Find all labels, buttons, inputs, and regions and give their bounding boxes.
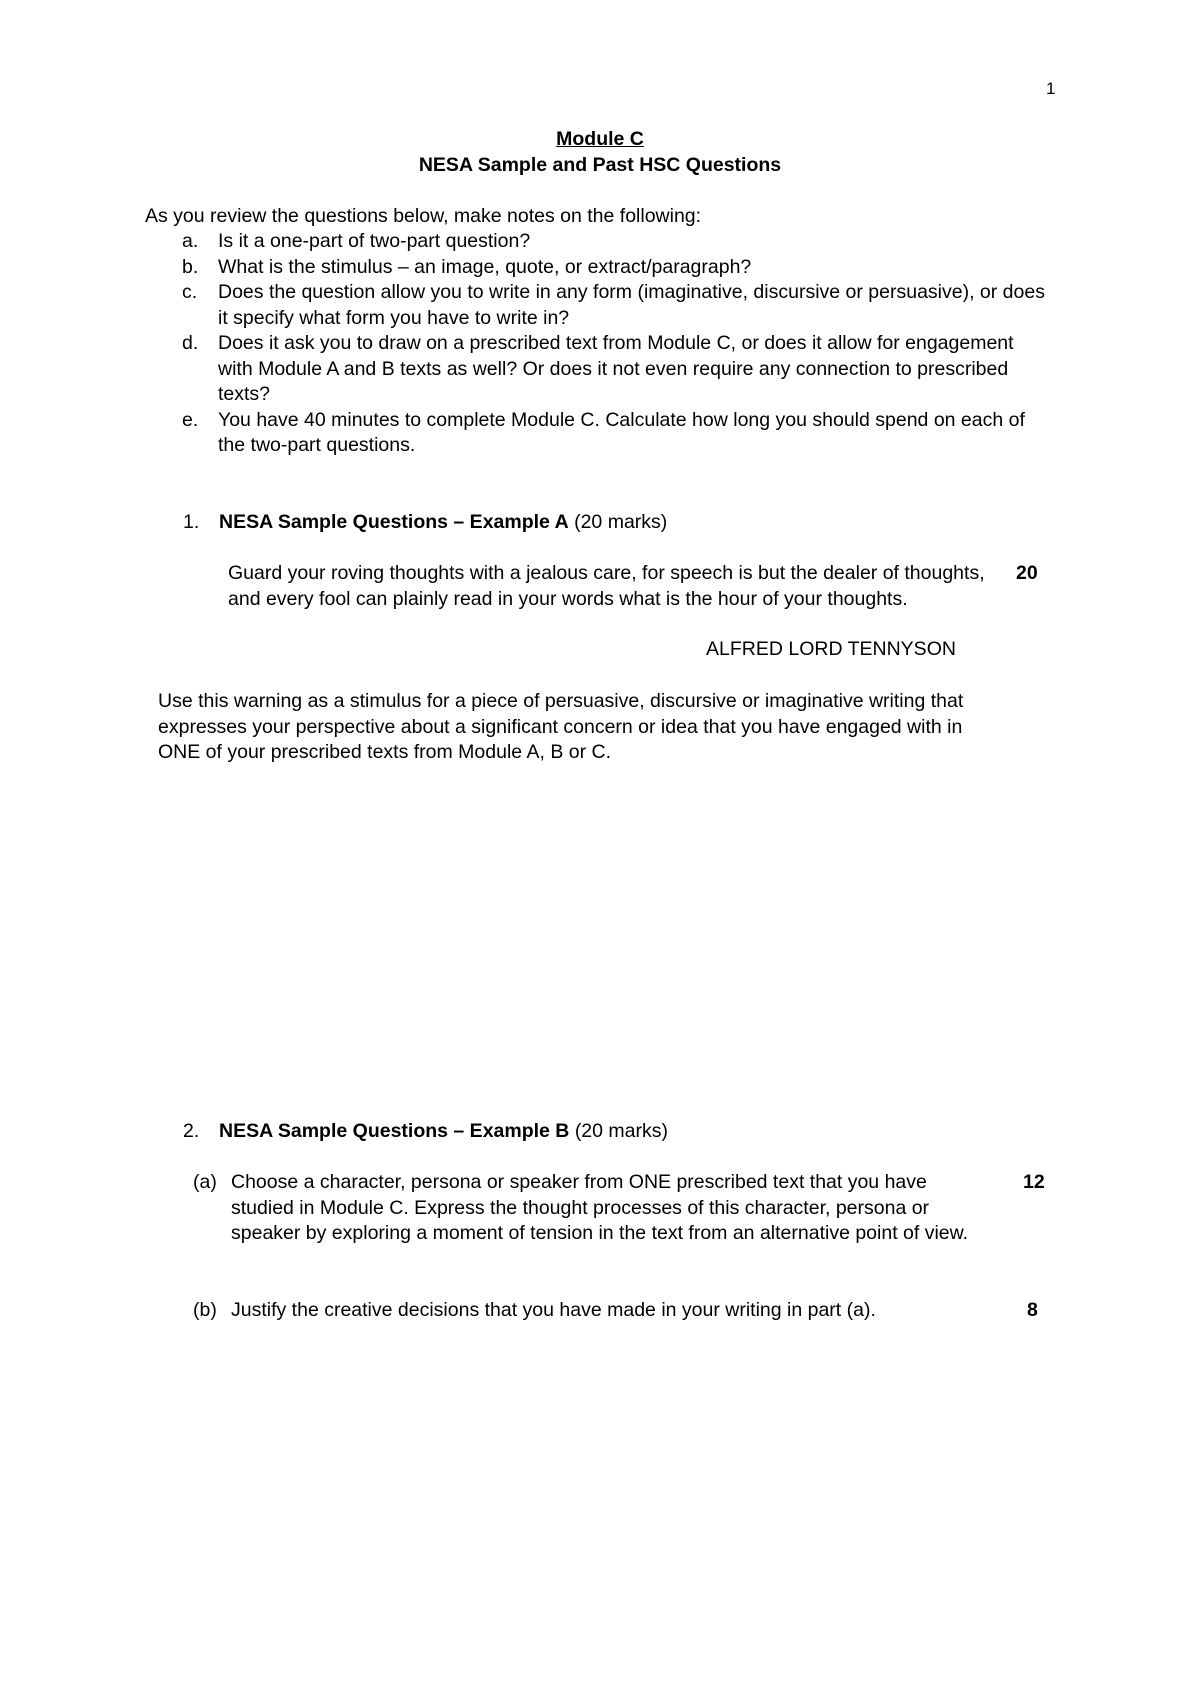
question-marks-label: (20 marks) <box>574 1120 668 1142</box>
question-number: 2. <box>183 1120 200 1142</box>
question-marks-label: (20 marks) <box>574 511 668 533</box>
question-1-mark: 20 <box>1016 562 1038 584</box>
part-b-text: Justify the creative decisions that you have made in your writing in part (a). <box>231 1299 876 1321</box>
question-1-heading <box>183 510 667 536</box>
question-number: 1. <box>183 511 200 533</box>
list-item: d. Does it ask you to draw on a prescribed text from Module C, or does it allow for engagement with Module A and B texts as well? Or does it not even require any connection to prescribed texts? <box>182 332 1014 405</box>
list-item: c. Does the question allow you to write in any form (imaginative, discursive or persuasive), or does it specify what form you have to write in? <box>182 281 1045 329</box>
stimulus-quote: Guard your roving thoughts with a jealous care, for speech is but the dealer of thoughts, and every fool can plainly read in your words what is the hour of your thoughts. <box>228 562 985 610</box>
quote-attribution: ALFRED LORD TENNYSON <box>706 638 956 660</box>
question-1-instruction: Use this warning as a stimulus for a piece of persuasive, discursive or imaginative writing that expresses your perspective about a significant concern or idea that you have engaged with in ONE of your prescribed texts from Module A, B or C. <box>158 690 964 763</box>
question-title: NESA Sample Questions – Example B <box>219 1120 570 1142</box>
list-item: e. You have 40 minutes to complete Module C. Calculate how long you should spend on each of the two-part questions. <box>182 408 1025 456</box>
part-b-label: (b) <box>193 1299 217 1321</box>
intro-text: As you review the questions below, make notes on the following: <box>145 205 702 227</box>
page-subtitle: NESA Sample and Past HSC Questions <box>418 154 782 176</box>
list-item: a. Is it a one-part of two-part question? <box>182 230 531 252</box>
part-a-label: (a) <box>193 1171 217 1193</box>
page-number: 1 <box>1046 79 1056 98</box>
review-notes-list <box>145 229 1045 459</box>
part-a-mark: 12 <box>1023 1171 1045 1193</box>
part-a-text: Choose a character, persona or speaker from ONE prescribed text that you have studied in Module C. Express the thought processes of this character, persona or speaker by exploring a moment of tension in the text from an alternative point of view. <box>231 1171 969 1244</box>
list-item: b. What is the stimulus – an image, quote, or extract/paragraph? <box>182 255 752 278</box>
question-2-heading <box>183 1119 668 1145</box>
question-title: NESA Sample Questions – Example A <box>219 511 569 533</box>
page-title: Module C <box>556 128 644 150</box>
part-b-mark: 8 <box>1027 1299 1038 1321</box>
